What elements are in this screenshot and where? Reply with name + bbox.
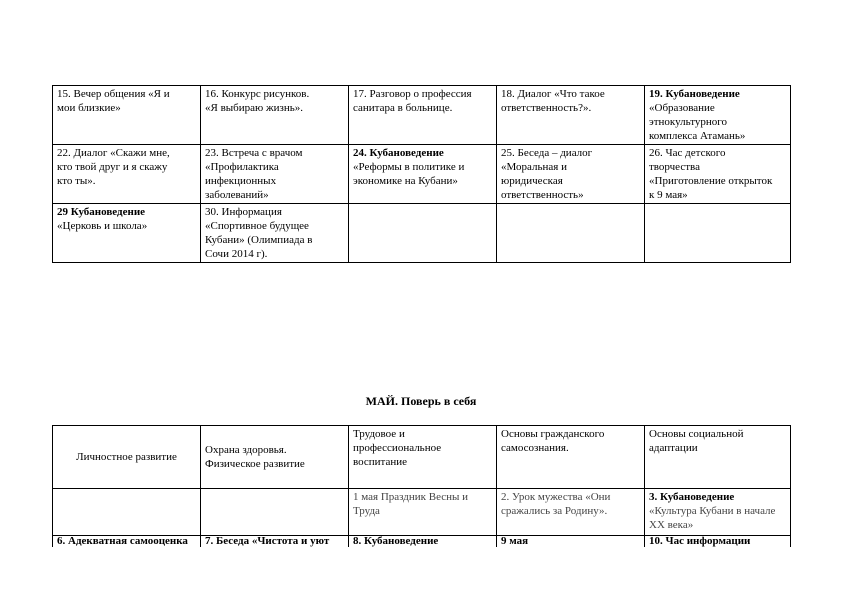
table-cell: 3. Кубановедение «Культура Кубани в начале ХХ века»	[645, 489, 791, 536]
table-cell: 30. Информация «Спортивное будущее Кубани» (Олимпиада в Сочи 2014 г).	[201, 204, 349, 263]
table-row	[53, 489, 791, 536]
table-cell: 16. Конкурс рисунков. «Я выбираю жизнь».	[201, 86, 349, 145]
table-cell: 9 мая	[497, 536, 645, 548]
table-row	[53, 536, 791, 548]
section-title: МАЙ. Поверь в себя	[365, 394, 477, 408]
table-row	[53, 86, 791, 145]
table-cell-empty	[645, 204, 791, 263]
table-cell-empty	[201, 489, 349, 536]
schedule-table-may	[52, 425, 791, 547]
table-row	[53, 204, 791, 263]
table-cell: 26. Час детского творчества «Приготовление открыток к 9 мая»	[645, 145, 791, 204]
column-header: Охрана здоровья. Физическое развитие	[201, 426, 349, 489]
table-row	[53, 145, 791, 204]
table-cell-empty	[349, 204, 497, 263]
column-header: Основы социальной адаптации	[645, 426, 791, 489]
table-header-row	[53, 426, 791, 489]
table-cell: 23. Встреча с врачом «Профилактика инфекционных заболеваний»	[201, 145, 349, 204]
column-header: Трудовое и профессиональное воспитание	[349, 426, 497, 489]
table-cell: 24. Кубановедение «Реформы в политике и экономике на Кубани»	[349, 145, 497, 204]
table-cell-empty	[53, 489, 201, 536]
column-header: Личностное развитие	[53, 426, 201, 489]
table-cell: 18. Диалог «Что такое ответственность?».	[497, 86, 645, 145]
table-cell: 8. Кубановедение	[349, 536, 497, 548]
table-cell: 2. Урок мужества «Они сражались за Родину».	[497, 489, 645, 536]
table-cell: 6. Адекватная самооценка	[53, 536, 201, 548]
table-cell: 15. Вечер общения «Я и мои близкие»	[53, 86, 201, 145]
table-cell-empty	[497, 204, 645, 263]
table-cell: 29 Кубановедение «Церковь и школа»	[53, 204, 201, 263]
table-cell: 17. Разговор о профессия санитара в больнице.	[349, 86, 497, 145]
table-cell: 22. Диалог «Скажи мне, кто твой друг и я скажу кто ты».	[53, 145, 201, 204]
table-cell: 25. Беседа – диалог «Моральная и юридическая ответственность»	[497, 145, 645, 204]
column-header: Основы гражданского самосознания.	[497, 426, 645, 489]
table-cell: 1 мая Праздник Весны и Труда	[349, 489, 497, 536]
table-cell: 19. Кубановедение «Образование этнокультурного комплекса Атамань»	[645, 86, 791, 145]
table-cell: 10. Час информации	[645, 536, 791, 548]
schedule-table-april	[52, 85, 791, 263]
table-cell: 7. Беседа «Чистота и уют	[201, 536, 349, 548]
